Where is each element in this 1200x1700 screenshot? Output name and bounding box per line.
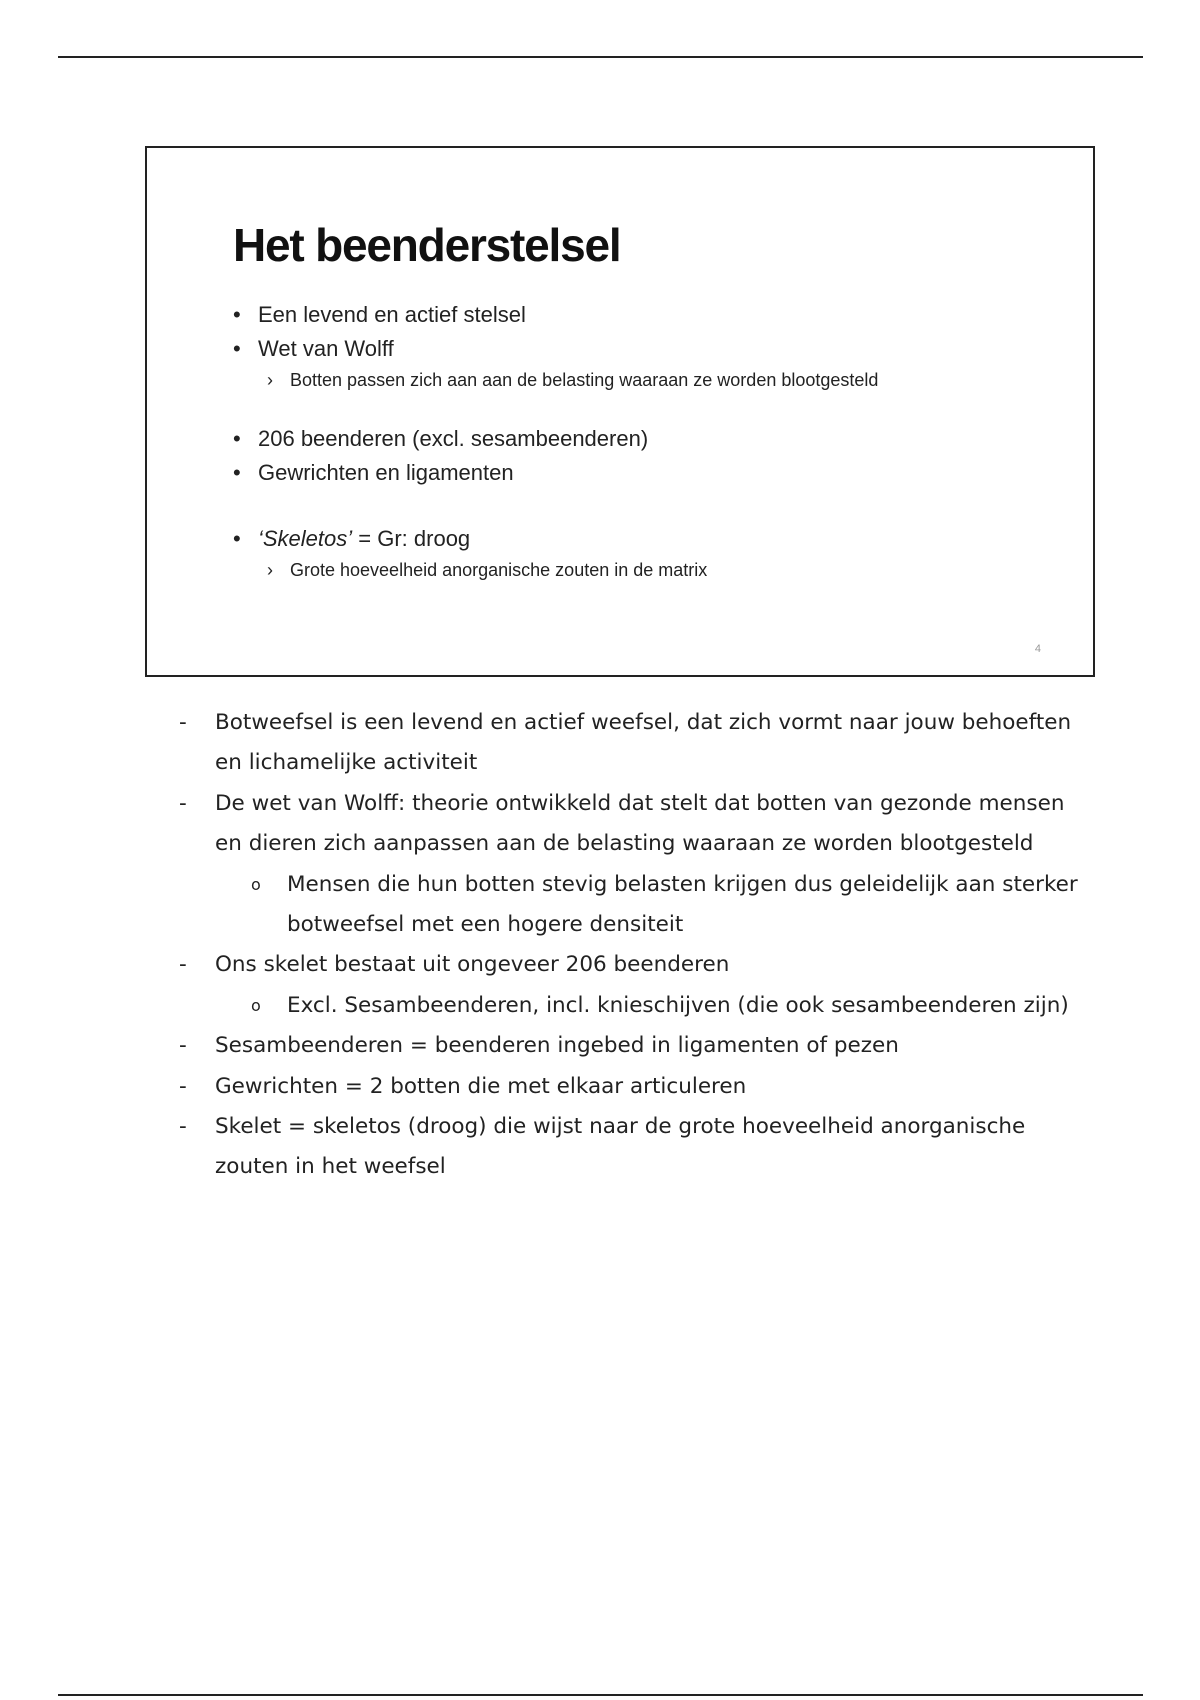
slide-sub-bullet: › Grote hoeveelheid anorganische zouten in de matrix (233, 556, 1073, 584)
slide-bullet: • Gewrichten en ligamenten (233, 456, 1073, 490)
note-item: - Gewrichten = 2 botten die met elkaar articuleren (178, 1067, 1098, 1107)
slide-sub-bullet: › Botten passen zich aan aan de belasting waaraan ze worden blootgesteld (233, 366, 1073, 394)
slide-bullet: • Een levend en actief stelsel (233, 298, 1073, 332)
note-item: - De wet van Wolff: theorie ontwikkeld dat stelt dat botten van gezonde mensen en dieren zich aanpassen aan de belasting waaraan ze worden blootgesteld (178, 784, 1098, 865)
spacer (233, 490, 1073, 522)
slide-bullet (233, 522, 1073, 556)
note-item: - Ons skelet bestaat uit ongeveer 206 beenderen (178, 945, 1098, 985)
note-sub-item: o Excl. Sesambeenderen, incl. knieschijven (die ook sesambeenderen zijn) (178, 986, 1098, 1026)
slide-title: Het beenderstelsel (233, 219, 621, 271)
note-item: - Sesambeenderen = beenderen ingebed in ligamenten of pezen (178, 1026, 1098, 1066)
spacer (233, 394, 1073, 422)
footer-rule (58, 1694, 1143, 1696)
slide-bullet: • 206 beenderen (excl. sesambeenderen) (233, 422, 1073, 456)
slide (145, 146, 1095, 677)
notes-list (178, 703, 1098, 1188)
skeletos-definition: = Gr: droog (358, 526, 471, 551)
slide-bullet-list (233, 298, 1073, 584)
header-rule (58, 56, 1143, 58)
note-item: - Botweefsel is een levend en actief weefsel, dat zich vormt naar jouw behoeften en lichamelijke activiteit (178, 703, 1098, 784)
skeletos-term: ‘Skeletos’ (258, 526, 353, 551)
note-item: - Skelet = skeletos (droog) die wijst naar de grote hoeveelheid anorganische zouten in het weefsel (178, 1107, 1098, 1188)
slide-page-number: 4 (1034, 643, 1041, 655)
slide-bullet: • Wet van Wolff (233, 332, 1073, 366)
note-sub-item: o Mensen die hun botten stevig belasten krijgen dus geleidelijk aan sterker botweefsel met een hogere densiteit (178, 865, 1098, 946)
